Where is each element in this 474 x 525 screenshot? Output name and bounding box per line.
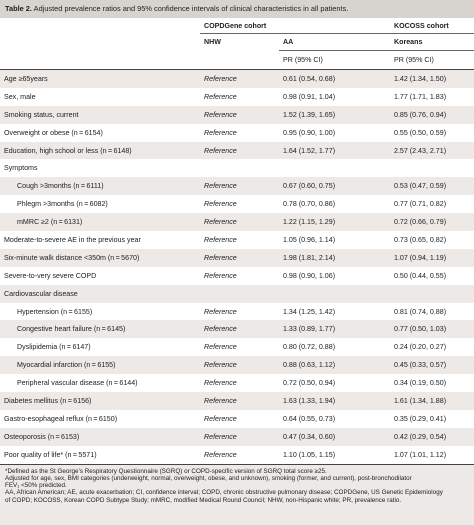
row-label: Myocardial infarction (n = 6155)	[0, 356, 200, 374]
koreans-pr-value: 0.77 (0.71, 0.82)	[394, 200, 447, 209]
aa-pr-value: 1.63 (1.33, 1.94)	[279, 392, 390, 410]
koreans-pr-value: 1.42 (1.34, 1.50)	[390, 70, 474, 88]
aa-pr-value: 1.98 (1.81, 2.14)	[279, 249, 390, 267]
aa-pr-value: 1.64 (1.52, 1.77)	[279, 142, 390, 160]
aa-pr-value: 0.67 (0.60, 0.75)	[279, 177, 390, 195]
koreans-pr-value: 0.73 (0.65, 0.82)	[394, 235, 447, 244]
koreans-pr-value: 2.57 (2.43, 2.71)	[390, 142, 474, 160]
row-label: Sex, male	[4, 92, 36, 101]
table-row	[0, 374, 474, 392]
koreans-pr-value: 0.42 (0.29, 0.54)	[390, 428, 474, 446]
koreans-pr-value: 0.55 (0.50, 0.59)	[394, 128, 447, 137]
table-row	[0, 285, 474, 303]
table-row	[0, 88, 474, 106]
koreans-pr-value: 0.24 (0.20, 0.27)	[394, 343, 447, 352]
table-row	[0, 338, 474, 356]
aa-pr-value: 1.22 (1.15, 1.29)	[279, 213, 390, 231]
nhw-value: Reference	[200, 177, 279, 195]
table-row	[0, 446, 474, 464]
header-koreans: Koreans	[390, 34, 474, 51]
footnote: of COPD; KOCOSS, Korean COPD Subtype Study; mMRC, modified Medical Round Council; NHW, non-Hispanic white; PR, prevalence ratio.	[5, 496, 402, 504]
koreans-pr-value: 1.07 (1.01, 1.12)	[390, 446, 474, 464]
nhw-value: Reference	[200, 249, 279, 267]
row-label: Overweight or obese (n = 6154)	[4, 128, 103, 137]
table-footnotes	[0, 465, 474, 525]
prevalence-table	[0, 18, 474, 465]
row-label: Severe-to-very severe COPD	[4, 271, 97, 280]
koreans-pr-value: 0.50 (0.44, 0.55)	[394, 271, 447, 280]
row-label: Poor quality of life* (n = 5571)	[0, 446, 200, 464]
aa-pr-value: 0.78 (0.70, 0.86)	[283, 200, 336, 209]
row-label: Cough >3months (n = 6111)	[0, 177, 200, 195]
nhw-value: Reference	[200, 142, 279, 160]
table-row	[0, 142, 474, 160]
aa-pr-value	[279, 159, 390, 177]
row-label: mMRC ≥2 (n = 6131)	[0, 213, 200, 231]
aa-pr-value: 1.05 (0.96, 1.14)	[283, 235, 336, 244]
aa-pr-value: 0.47 (0.34, 0.60)	[279, 428, 390, 446]
row-label: Symptoms	[4, 164, 38, 173]
table-row	[0, 213, 474, 231]
table-row	[0, 70, 474, 88]
row-label: Age ≥65years	[0, 70, 200, 88]
table-row	[0, 124, 474, 142]
caption-label: Table 2.	[5, 4, 32, 13]
header-row-cohorts	[0, 18, 474, 34]
aa-pr-value: 1.52 (1.39, 1.65)	[279, 106, 390, 124]
koreans-pr-value: 0.35 (0.29, 0.41)	[394, 414, 447, 423]
nhw-value: Reference	[200, 320, 279, 338]
table-row	[0, 410, 474, 428]
koreans-pr-value: 1.07 (0.94, 1.19)	[390, 249, 474, 267]
table-body	[0, 70, 474, 465]
header-empty-cell	[0, 18, 200, 34]
nhw-value: Reference	[204, 271, 237, 280]
nhw-value: Reference	[200, 213, 279, 231]
footnote: AA, African American; AE, acute exacerbation; CI, confidence interval; COPD, chronic obstructive pulmonary disease; COPDGene, US Genetic Epidemiology	[5, 489, 443, 497]
footnote: FEV₁ <50% predicted.	[5, 482, 67, 490]
nhw-value: Reference	[200, 106, 279, 124]
koreans-pr-value: 0.34 (0.19, 0.50)	[394, 379, 447, 388]
table-row	[0, 195, 474, 213]
nhw-value: Reference	[204, 128, 237, 137]
nhw-value: Reference	[204, 92, 237, 101]
row-label: Cardiovascular disease	[0, 285, 200, 303]
koreans-pr-value: 0.45 (0.33, 0.57)	[390, 356, 474, 374]
table-row	[0, 356, 474, 374]
nhw-value: Reference	[200, 428, 279, 446]
table-row	[0, 303, 474, 321]
header-aa: AA	[279, 34, 390, 51]
footnote: *Defined as the St George’s Respiratory Questionnaire (SGRQ) or COPD-specific version of SGRQ total score ≥25.	[5, 467, 327, 475]
table-row	[0, 267, 474, 285]
koreans-pr-value: 0.81 (0.74, 0.88)	[394, 307, 447, 316]
koreans-pr-value: 1.61 (1.34, 1.88)	[390, 392, 474, 410]
header-row-groups	[0, 34, 474, 51]
row-label: Smoking status, current	[0, 106, 200, 124]
nhw-value: Reference	[204, 307, 237, 316]
row-label: Peripheral vascular disease (n = 6144)	[17, 379, 138, 388]
koreans-pr-value: 0.53 (0.47, 0.59)	[390, 177, 474, 195]
koreans-pr-value: 0.77 (0.50, 1.03)	[390, 320, 474, 338]
nhw-value: Reference	[204, 343, 237, 352]
aa-pr-value: 0.95 (0.90, 1.00)	[283, 128, 336, 137]
header-empty-cell	[0, 51, 200, 70]
nhw-value	[200, 285, 279, 303]
aa-pr-value: 0.72 (0.50, 0.94)	[283, 379, 336, 388]
aa-pr-value: 0.61 (0.54, 0.68)	[279, 70, 390, 88]
nhw-value: Reference	[200, 446, 279, 464]
nhw-value: Reference	[204, 235, 237, 244]
header-empty-cell	[200, 51, 279, 70]
koreans-pr-value: 1.77 (1.71, 1.83)	[394, 92, 447, 101]
table-row	[0, 320, 474, 338]
caption-text: Adjusted prevalence ratios and 95% confidence intervals of clinical characteristics in all patients.	[33, 4, 349, 13]
row-label: Congestive heart failure (n = 6145)	[0, 320, 200, 338]
aa-pr-value: 1.10 (1.05, 1.15)	[279, 446, 390, 464]
koreans-pr-value	[390, 285, 474, 303]
aa-pr-value: 1.34 (1.25, 1.42)	[283, 307, 336, 316]
header-pr-aa: PR (95% CI)	[279, 51, 390, 70]
header-empty-cell	[0, 34, 200, 51]
nhw-value: Reference	[200, 356, 279, 374]
aa-pr-value: 0.88 (0.63, 1.12)	[279, 356, 390, 374]
table-row	[0, 392, 474, 410]
row-label: Diabetes mellitus (n = 6156)	[0, 392, 200, 410]
row-label: Education, high school or less (n = 6148)	[0, 142, 200, 160]
nhw-value	[200, 159, 279, 177]
aa-pr-value: 0.98 (0.91, 1.04)	[283, 92, 336, 101]
row-label: Hypertension (n = 6155)	[17, 307, 93, 316]
header-row-measures	[0, 51, 474, 70]
koreans-pr-value	[390, 159, 474, 177]
header-copdgene-cohort: COPDGene cohort	[200, 18, 390, 34]
aa-pr-value	[279, 285, 390, 303]
table-row	[0, 159, 474, 177]
table-row	[0, 428, 474, 446]
koreans-pr-value: 0.72 (0.66, 0.79)	[390, 213, 474, 231]
table-row	[0, 106, 474, 124]
row-label: Moderate-to-severe AE in the previous year	[4, 235, 141, 244]
koreans-pr-value: 0.85 (0.76, 0.94)	[390, 106, 474, 124]
row-label: Six-minute walk distance <350m (n = 5670)	[0, 249, 200, 267]
header-kocoss-cohort: KOCOSS cohort	[390, 18, 474, 34]
header-pr-koreans: PR (95% CI)	[390, 51, 474, 70]
nhw-value: Reference	[200, 70, 279, 88]
table-row	[0, 177, 474, 195]
row-label: Phlegm >3months (n = 6082)	[17, 200, 108, 209]
table-row	[0, 231, 474, 249]
row-label: Gastro-esophageal reflux (n = 6150)	[4, 414, 118, 423]
aa-pr-value: 0.98 (0.90, 1.06)	[283, 271, 336, 280]
nhw-value: Reference	[200, 392, 279, 410]
aa-pr-value: 0.64 (0.55, 0.73)	[283, 414, 336, 423]
nhw-value: Reference	[204, 200, 237, 209]
nhw-value: Reference	[204, 414, 237, 423]
nhw-value: Reference	[204, 379, 237, 388]
row-label: Dyslipidemia (n = 6147)	[17, 343, 91, 352]
table-row	[0, 249, 474, 267]
aa-pr-value: 1.33 (0.89, 1.77)	[279, 320, 390, 338]
table-caption	[0, 0, 474, 18]
header-nhw: NHW	[204, 38, 221, 47]
footnote: Adjusted for age, sex, BMI categories (underweight, normal, overweight, obese, and unknown), smoking (former, and current), post-bronchodilator	[5, 474, 412, 482]
aa-pr-value: 0.80 (0.72, 0.88)	[283, 343, 336, 352]
row-label: Osteoporosis (n = 6153)	[0, 428, 200, 446]
